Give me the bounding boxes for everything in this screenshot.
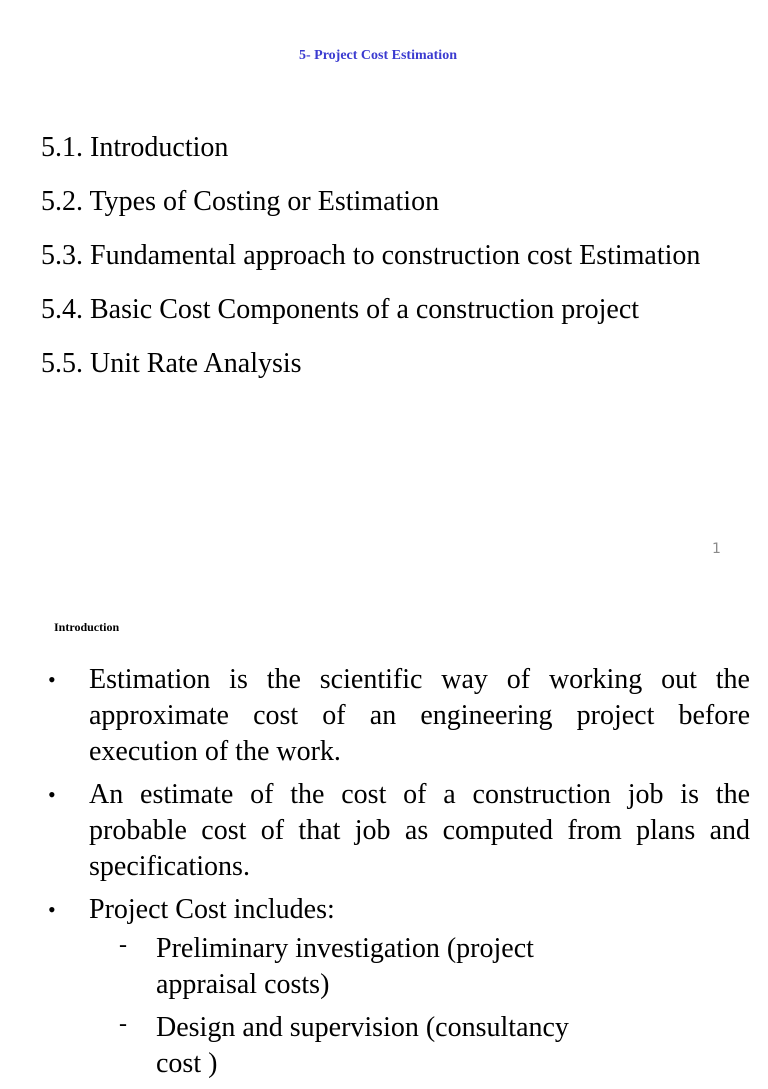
bullet-dot-icon: • [48, 782, 56, 807]
bullet-dot-icon: • [48, 897, 56, 922]
bullet-text: An estimate of the cost of a construction job is the probable cost of that job as computed from plans and specifications. [89, 779, 750, 882]
sub-bullet-list [89, 931, 750, 1082]
toc-item-types-of-costing: 5.2. Types of Costing or Estimation [41, 186, 440, 217]
sub-bullet-text: Preliminary investigation (project appraisal costs) [156, 933, 534, 1000]
bullet-text: Project Cost includes: [89, 894, 335, 925]
toc-item-introduction: 5.1. Introduction [41, 132, 229, 163]
sub-bullet-item [89, 931, 616, 1003]
table-of-contents [41, 129, 700, 399]
dash-icon: - [119, 1011, 127, 1037]
bullet-item [0, 892, 750, 1082]
bullet-dot-icon: • [48, 667, 56, 692]
dash-icon: - [119, 932, 127, 958]
section-label: Introduction [54, 620, 120, 634]
page-number: 1 [712, 541, 721, 557]
bullet-item [0, 777, 750, 885]
bullet-list [0, 662, 768, 1089]
sub-bullet-text: Design and supervision (consultancy cost ) [156, 1012, 569, 1079]
sub-bullet-item [89, 1010, 616, 1082]
slide-title: 5- Project Cost Estimation [299, 48, 457, 63]
toc-item-basic-cost-components: 5.4. Basic Cost Components of a construction project [41, 294, 640, 325]
toc-item-fundamental-approach: 5.3. Fundamental approach to construction cost Estimation [41, 240, 701, 271]
bullet-item [0, 662, 750, 770]
bullet-text: Estimation is the scientific way of working out the approximate cost of an engineering project before execution of the work. [89, 664, 750, 767]
toc-item-unit-rate-analysis: 5.5. Unit Rate Analysis [41, 348, 302, 379]
